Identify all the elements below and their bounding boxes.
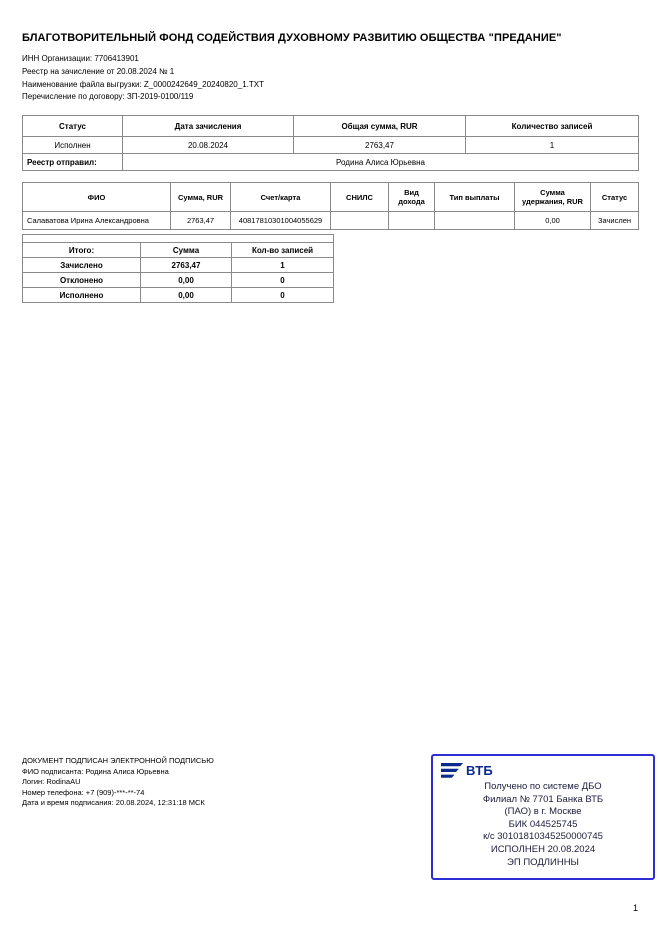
totals-row-rejected <box>23 273 334 288</box>
cell-total-sum: 2763,47 <box>294 137 466 154</box>
vtb-wing-icon <box>441 763 463 778</box>
registry-summary-value-row <box>23 137 639 154</box>
col-sum: Сумма, RUR <box>171 183 231 212</box>
cell-withheld-sum: 0,00 <box>515 212 591 230</box>
stamp-line-received: Получено по системе ДБО <box>484 781 602 792</box>
signature-title: ДОКУМЕНТ ПОДПИСАН ЭЛЕКТРОННОЙ ПОДПИСЬЮ <box>22 756 214 765</box>
totals-executed-label: Исполнено <box>23 288 141 303</box>
totals-col-sum: Сумма <box>141 243 232 258</box>
cell-credit-date: 20.08.2024 <box>123 137 294 154</box>
col-credit-date: Дата зачисления <box>123 116 294 137</box>
page-title: БЛАГОТВОРИТЕЛЬНЫЙ ФОНД СОДЕЙСТВИЯ ДУХОВНОМУ РАЗВИТИЮ ОБЩЕСТВА "ПРЕДАНИЕ" <box>22 32 562 44</box>
export-file-line: Наименование файла выгрузки: Z_0000242649_20240820_1.TXT <box>22 79 264 89</box>
document-content <box>0 0 660 303</box>
signer-name: ФИО подписанта: Родина Алиса Юрьевна <box>22 766 169 776</box>
detail-row <box>23 212 639 230</box>
bank-stamp <box>431 754 655 880</box>
stamp-line-corr-account: к/с 30101810345250000745 <box>483 831 603 843</box>
totals-table <box>22 234 334 303</box>
col-snils: СНИЛС <box>331 183 389 212</box>
signer-login: Логин: RodinaAU <box>22 777 81 787</box>
totals-rejected-label: Отклонено <box>23 273 141 288</box>
cell-fio: Салаватова Ирина Александровна <box>23 212 171 230</box>
org-inn-line: ИНН Организации: 7706413901 <box>22 54 139 63</box>
totals-credited-count: 1 <box>232 258 334 273</box>
col-income-type: Вид дохода <box>389 183 435 212</box>
stamp-line-branch: Филиал № 7701 Банка ВТБ <box>482 793 604 805</box>
totals-header-row <box>23 243 334 258</box>
cell-sum: 2763,47 <box>171 212 231 230</box>
cell-payout-type <box>435 212 515 230</box>
totals-executed-sum: 0,00 <box>141 288 232 303</box>
col-total-sum: Общая сумма, RUR <box>294 116 466 137</box>
totals-credited-label: Зачислено <box>23 258 141 273</box>
col-row-status: Статус <box>591 183 639 212</box>
cell-row-status: Зачислен <box>591 212 639 230</box>
vtb-logo <box>441 762 645 778</box>
stamp-line-bik: БИК 044525745 <box>508 818 578 830</box>
registry-summary-table <box>22 115 639 171</box>
col-payout-type: Тип выплаты <box>435 183 515 212</box>
col-account: Счет/карта <box>231 183 331 212</box>
col-record-count: Количество записей <box>466 116 639 137</box>
totals-credited-sum: 2763,47 <box>141 258 232 273</box>
col-fio: ФИО <box>23 183 171 212</box>
totals-row-executed <box>23 288 334 303</box>
sender-label: Реестр отправил: <box>23 154 123 171</box>
electronic-signature-block <box>22 756 214 809</box>
page-number: 1 <box>632 903 638 913</box>
registry-summary-header-row <box>23 116 639 137</box>
cell-snils <box>331 212 389 230</box>
totals-rejected-count: 0 <box>232 273 334 288</box>
stamp-text-block <box>441 781 645 869</box>
contract-line: Перечисление по договору: ЗП-2019-0100/119 <box>22 92 194 102</box>
cell-record-count: 1 <box>466 137 639 154</box>
registry-date-line: Реестр на зачисление от 20.08.2024 № 1 <box>22 66 175 76</box>
signing-datetime: Дата и время подписания: 20.08.2024, 12:31:18 МСК <box>22 798 205 808</box>
totals-executed-count: 0 <box>232 288 334 303</box>
detail-header-row <box>23 183 639 212</box>
totals-col-count: Кол-во записей <box>232 243 334 258</box>
totals-row-credited <box>23 258 334 273</box>
totals-spacer-row <box>23 235 334 243</box>
cell-account: 40817810301004055629 <box>231 212 331 230</box>
payments-detail-table <box>22 182 639 230</box>
totals-spacer-cell <box>23 235 334 243</box>
cell-status: Исполнен <box>23 137 123 154</box>
stamp-line-executed: ИСПОЛНЕН 20.08.2024 <box>490 843 596 855</box>
cell-income-type <box>389 212 435 230</box>
col-withheld-sum: Сумма удержания, RUR <box>515 183 591 212</box>
stamp-line-signature-valid: ЭП ПОДЛИННЫ <box>507 856 579 868</box>
vtb-logo-text: ВТБ <box>466 762 494 778</box>
totals-col-label: Итого: <box>23 243 141 258</box>
totals-rejected-sum: 0,00 <box>141 273 232 288</box>
stamp-line-city: (ПАО) в г. Москве <box>504 806 582 818</box>
col-status: Статус <box>23 116 123 137</box>
registry-sender-row <box>23 154 639 171</box>
signer-phone: Номер телефона: +7 (909)-***-**-74 <box>22 787 145 797</box>
sender-value: Родина Алиса Юрьевна <box>123 154 639 171</box>
